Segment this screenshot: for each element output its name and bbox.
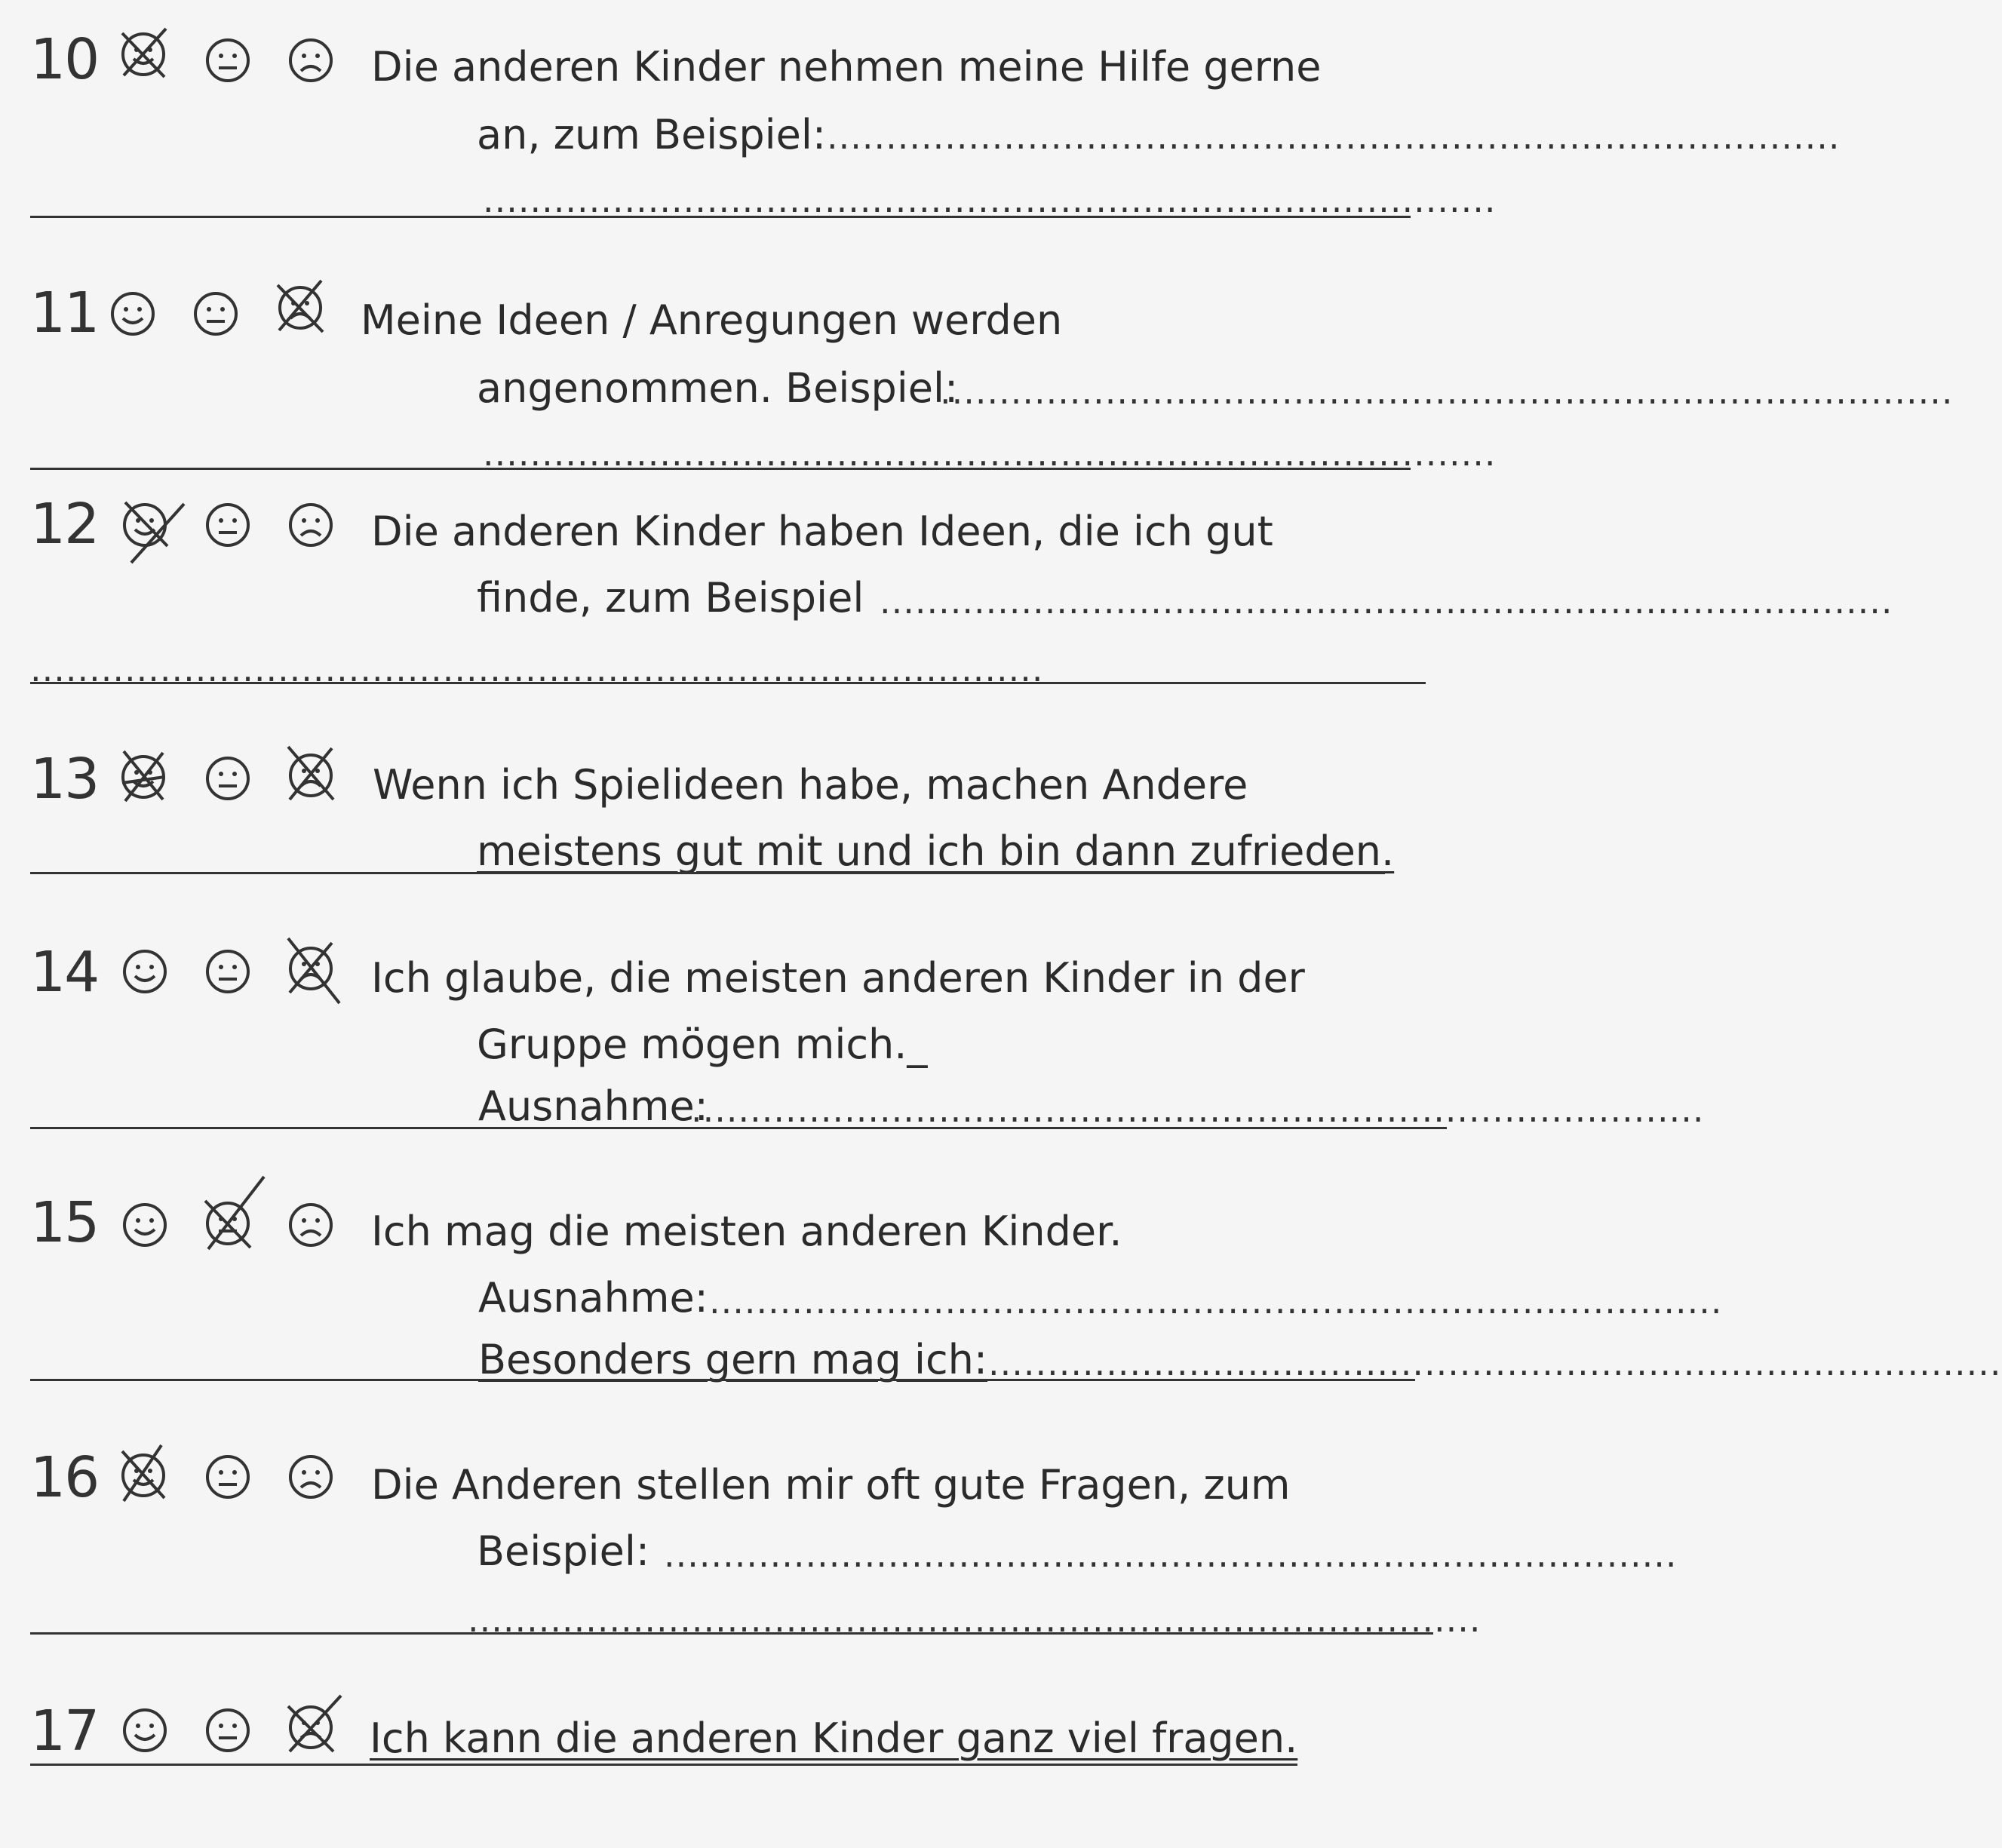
divider-rule bbox=[30, 1632, 1433, 1635]
sad-face-icon-crossed[interactable] bbox=[287, 1703, 335, 1751]
statement-line-2: Ausnahme: bbox=[478, 1274, 708, 1322]
neutral-face-icon[interactable] bbox=[204, 1706, 252, 1754]
question-number: 17 bbox=[30, 1699, 99, 1764]
question-number: 16 bbox=[30, 1445, 99, 1510]
sad-face-icon[interactable] bbox=[287, 1453, 335, 1501]
sad-face-icon-crossed[interactable] bbox=[287, 944, 335, 993]
divider-rule bbox=[30, 216, 1411, 218]
question-number: 11 bbox=[30, 281, 99, 345]
sad-face-icon-crossed[interactable] bbox=[287, 751, 335, 800]
divider-rule bbox=[30, 1764, 1297, 1766]
statement-line-2: angenommen. Beispiel: bbox=[477, 364, 959, 412]
sad-face-icon[interactable] bbox=[287, 1201, 335, 1249]
answer-dots[interactable]: ...................................................................................... bbox=[468, 1599, 1482, 1640]
answer-dots[interactable]: ...................................................................................... bbox=[691, 1089, 1705, 1130]
statement-line-1: Ich glaube, die meisten anderen Kinder in der bbox=[371, 954, 1305, 1002]
statement-line-3: Ausnahme: bbox=[478, 1082, 708, 1130]
happy-face-icon-crossed[interactable] bbox=[119, 1451, 167, 1500]
statement-line-1: Wenn ich Spielideen habe, machen Andere bbox=[373, 761, 1248, 809]
question-number: 14 bbox=[30, 940, 99, 1005]
neutral-face-icon[interactable] bbox=[204, 501, 252, 549]
divider-rule bbox=[30, 682, 1426, 684]
divider-rule bbox=[30, 1127, 1447, 1129]
answer-dots[interactable]: ...................................................................................... bbox=[880, 581, 1893, 622]
neutral-face-icon[interactable] bbox=[204, 36, 252, 84]
happy-face-icon-crossed[interactable] bbox=[119, 753, 167, 801]
question-number: 13 bbox=[30, 747, 99, 812]
statement-line-2: meistens gut mit und ich bin dann zufrieden. bbox=[477, 827, 1395, 875]
statement-line-1: Die Anderen stellen mir oft gute Fragen, zum bbox=[371, 1461, 1291, 1509]
happy-face-icon[interactable] bbox=[121, 1706, 169, 1754]
neutral-face-icon[interactable] bbox=[204, 754, 252, 803]
statement-line-1: Meine Ideen / Anregungen werden bbox=[361, 296, 1063, 344]
divider-rule bbox=[30, 468, 1411, 470]
sad-face-icon[interactable] bbox=[287, 501, 335, 549]
answer-dots[interactable]: ...................................................................................... bbox=[30, 649, 1044, 689]
answer-dots[interactable]: ...................................................................................... bbox=[483, 180, 1497, 220]
happy-face-icon[interactable] bbox=[109, 290, 157, 338]
statement-line-1: Ich mag die meisten anderen Kinder. bbox=[371, 1208, 1122, 1255]
divider-rule bbox=[30, 872, 1385, 874]
answer-dots[interactable]: ...................................................................................... bbox=[988, 1343, 2002, 1383]
question-number: 10 bbox=[30, 27, 99, 92]
neutral-face-icon[interactable] bbox=[192, 290, 240, 338]
neutral-face-icon[interactable] bbox=[204, 947, 252, 996]
question-number: 15 bbox=[30, 1190, 99, 1255]
statement-line-1: Ich kann die anderen Kinder ganz viel fragen. bbox=[370, 1714, 1298, 1762]
statement-line-2: Gruppe mögen mich._ bbox=[477, 1021, 928, 1068]
divider-rule bbox=[30, 1379, 1415, 1381]
neutral-face-icon[interactable] bbox=[204, 1453, 252, 1501]
answer-dots[interactable]: ...................................................................................... bbox=[827, 116, 1841, 157]
sad-face-icon-crossed[interactable] bbox=[276, 284, 324, 332]
answer-dots[interactable]: ...................................................................................... bbox=[940, 371, 1954, 412]
answer-dots[interactable]: ...................................................................................... bbox=[709, 1281, 1723, 1322]
answer-dots[interactable]: ...................................................................................... bbox=[664, 1534, 1678, 1575]
statement-line-3: Besonders gern mag ich: bbox=[478, 1336, 988, 1383]
statement-line-2: Beispiel: bbox=[477, 1527, 650, 1575]
neutral-face-icon-crossed[interactable] bbox=[204, 1199, 252, 1248]
happy-face-icon-crossed[interactable] bbox=[119, 30, 167, 78]
happy-face-icon[interactable] bbox=[121, 1201, 169, 1249]
sad-face-icon[interactable] bbox=[287, 36, 335, 84]
statement-line-1: Die anderen Kinder nehmen meine Hilfe gerne bbox=[371, 43, 1322, 91]
statement-line-2: an, zum Beispiel: bbox=[477, 111, 827, 158]
statement-line-2: finde, zum Beispiel bbox=[477, 574, 864, 622]
happy-face-icon[interactable] bbox=[121, 947, 169, 996]
statement-line-1: Die anderen Kinder haben Ideen, die ich gut bbox=[371, 508, 1273, 555]
happy-face-icon-crossed[interactable] bbox=[121, 501, 169, 549]
question-number: 12 bbox=[30, 492, 99, 557]
answer-dots[interactable]: ...................................................................................... bbox=[483, 433, 1497, 474]
